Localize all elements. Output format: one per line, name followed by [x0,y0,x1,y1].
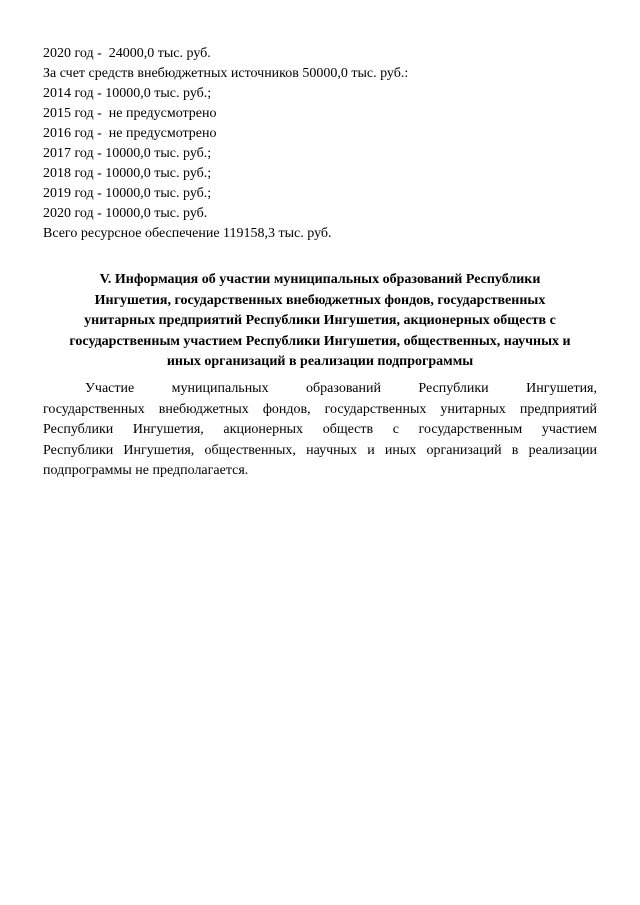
section-heading [43,270,597,373]
funding-line: 2014 год - 10000,0 тыс. руб.; [43,86,212,101]
funding-line: 2016 год - не предусмотрено [43,126,217,141]
section-heading-line: Ингушетия, государственных внебюджетных фондов, государственных [94,292,546,308]
funding-total-line: Всего ресурсное обеспечение 119158,3 тыс. руб. [43,226,332,241]
section-heading-line: иных организаций в реализации подпрограммы [166,354,474,369]
funding-line: 2015 год - не предусмотрено [43,106,217,121]
funding-line: 2020 год - 10000,0 тыс. руб. [43,206,208,221]
section-heading-line: унитарных предприятий Республики Ингушетия, акционерных обществ с [84,313,556,328]
section-heading-line: государственным участием Республики Ингушетия, общественных, научных и [69,333,571,349]
funding-line: 2018 год - 10000,0 тыс. руб.; [43,166,212,181]
funding-line: 2017 год - 10000,0 тыс. руб.; [43,146,212,161]
funding-line: За счет средств внебюджетных источников 50000,0 тыс. руб.: [43,66,409,81]
funding-line: 2020 год - 24000,0 тыс. руб. [43,46,211,61]
body-paragraph [43,379,597,482]
body-paragraph-line: Участие муниципальных образований Республики Ингушетия, [85,381,597,396]
body-paragraph-line: Республики Ингушетия, акционерных обществ с государственным участием [43,422,597,437]
funding-line: 2019 год - 10000,0 тыс. руб.; [43,186,212,201]
body-paragraph-line: государственных внебюджетных фондов, государственных унитарных предприятий [43,401,597,417]
section-heading-line: V. Информация об участии муниципальных образований Республики [99,272,541,287]
body-paragraph-line: подпрограммы не предполагается. [43,463,249,478]
body-paragraph-line: Республики Ингушетия, общественных, научных и иных организаций в реализации [43,442,597,458]
